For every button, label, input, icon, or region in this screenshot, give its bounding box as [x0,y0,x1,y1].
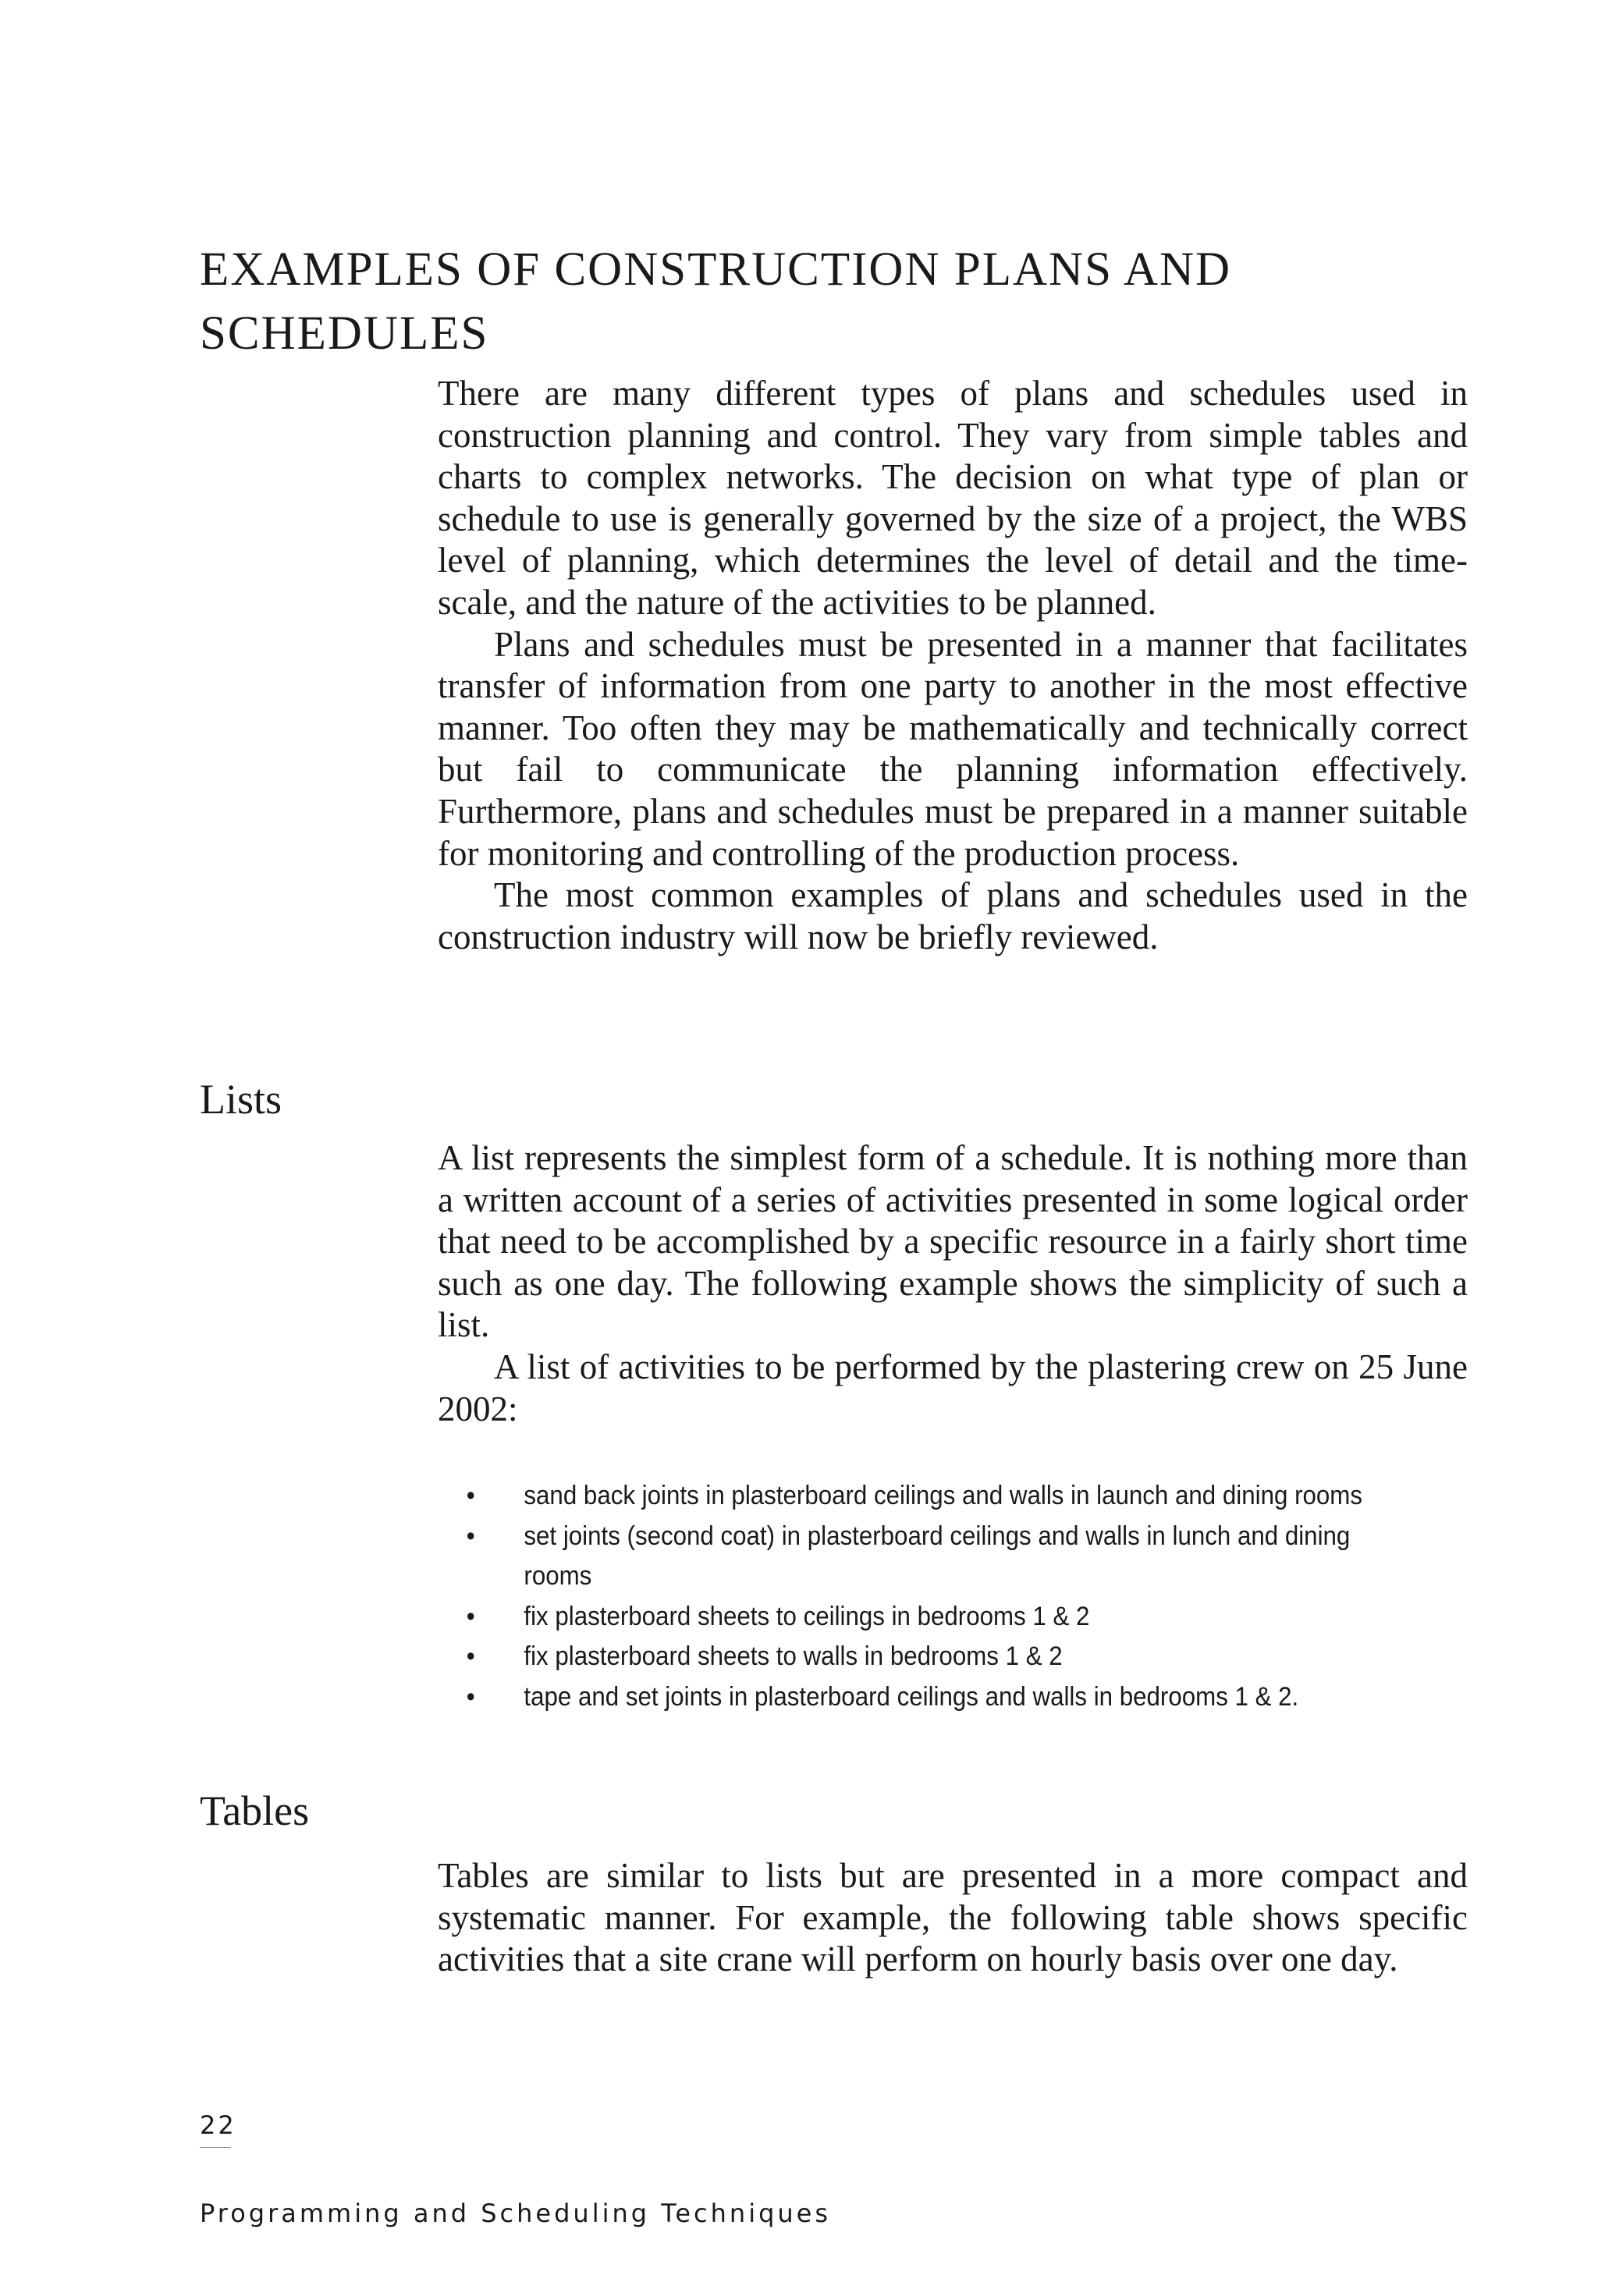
list-item [438,1637,1385,1677]
paragraph: A list represents the simplest form of a schedule. It is nothing more than a written account of a series of activities presented in some logical order that need to be accomplished by a specific resource in a fairly short time such as one day. The following example shows the simplicity of such a list. [438,1138,1468,1345]
intro-text [438,373,1468,958]
section-heading-tables: Tables [200,1787,310,1834]
page-number: 22 [200,2110,236,2140]
bullet-icon: • [466,1481,475,1510]
list-item [438,1597,1385,1638]
footer-divider [200,2147,231,2148]
list-item-text: set joints (second coat) in plasterboard ceilings and walls in lunch and dining rooms [524,1521,1351,1591]
list-item [438,1476,1385,1517]
list-item-text: tape and set joints in plasterboard ceilings and walls in bedrooms 1 & 2. [524,1681,1299,1712]
paragraph: There are many different types of plans and schedules used in construction planning and control. They vary from simple tables and charts to complex networks. The decision on what type of plan or schedule to use is generally governed by the size of a project, the WBS level of planning, which determines the level of detail and the time-scale, and the nature of the activities to be planned. [438,374,1468,622]
bullet-icon: • [466,1641,475,1671]
section-heading-lists: Lists [200,1076,282,1123]
bullet-icon: • [466,1681,475,1712]
activity-list [438,1476,1385,1717]
bullet-icon: • [466,1601,475,1631]
paragraph: The most common examples of plans and schedules used in the construction industry will now be briefly reviewed. [438,875,1468,956]
tables-text [438,1855,1468,1981]
lists-text [438,1137,1468,1430]
bullet-icon: • [466,1521,475,1551]
paragraph: Tables are similar to lists but are presented in a more compact and systematic manner. For example, the following table shows specific activities that a site crane will perform on hourly basis over one day. [438,1856,1468,1979]
book-title: Programming and Scheduling Techniques [200,2198,832,2228]
paragraph: A list of activities to be performed by the plastering crew on 25 June 2002: [438,1347,1468,1428]
list-item-text: fix plasterboard sheets to ceilings in bedrooms 1 & 2 [524,1601,1090,1631]
list-item [438,1517,1385,1597]
list-item-text: fix plasterboard sheets to walls in bedrooms 1 & 2 [524,1641,1063,1671]
page-heading: EXAMPLES OF CONSTRUCTION PLANS AND SCHEDULES [200,243,1232,360]
list-item-text: sand back joints in plasterboard ceilings and walls in launch and dining rooms [524,1481,1362,1510]
list-item [438,1677,1385,1718]
paragraph: Plans and schedules must be presented in a manner that facilitates transfer of information from one party to another in the most effective manner. Too often they may be mathematically and technically correct but fail to communicate the planning information effectively. Furthermore, plans and schedules must be prepared in a manner suitable for monitoring and controlling of the production process. [438,624,1468,873]
